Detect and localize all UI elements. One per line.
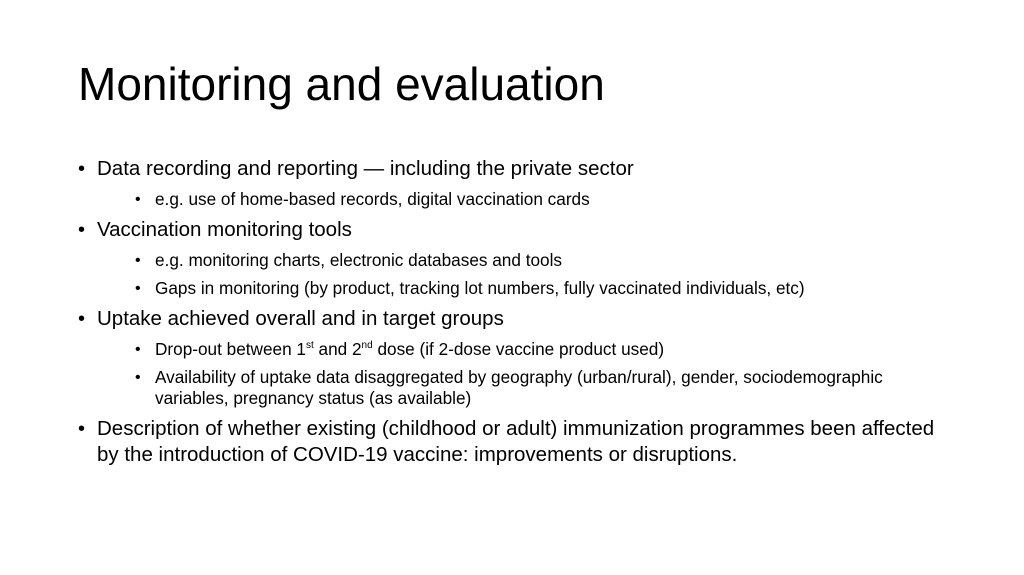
text-run: dose (if 2-dose vaccine product used) (372, 339, 665, 359)
bullet-icon: • (78, 219, 86, 241)
bullet-icon: • (135, 341, 141, 358)
sub-bullet-item (135, 367, 958, 409)
ordinal-suffix: st (305, 340, 314, 351)
bullet-text: Vaccination monitoring tools (97, 218, 352, 241)
bullet-text: Data recording and reporting — including the private sector (97, 157, 634, 180)
bullet-text: Uptake achieved overall and in target groups (97, 307, 504, 330)
bullet-item-uptake (78, 306, 958, 332)
bullet-item-description (78, 416, 958, 468)
text-run: and 2 (313, 339, 362, 359)
slide-title: Monitoring and evaluation (78, 58, 605, 110)
bullet-icon: • (78, 418, 86, 440)
sub-bullet-item (135, 189, 958, 210)
text-run: Drop-out between 1 (155, 339, 306, 359)
sub-bullet-item (135, 250, 958, 271)
ordinal-suffix: nd (361, 340, 373, 351)
bullet-icon: • (78, 308, 86, 330)
sub-bullet-text: Availability of uptake data disaggregated by geography (urban/rural), gender, sociodemographic variables, pregnancy status (as available) (155, 367, 883, 408)
slide-body (78, 156, 958, 468)
bullet-item-data-recording (78, 156, 958, 182)
bullet-text: Description of whether existing (childhood or adult) immunization programmes been affected by the introduction of COVID-19 vaccine: improvements or disruptions. (97, 417, 935, 466)
sub-bullet-item (135, 278, 958, 299)
sub-bullet-text: e.g. monitoring charts, electronic databases and tools (155, 250, 563, 270)
sub-bullet-text: Gaps in monitoring (by product, tracking lot numbers, fully vaccinated individuals, etc) (155, 278, 805, 298)
bullet-icon: • (135, 369, 141, 386)
bullet-icon: • (135, 252, 141, 269)
bullet-icon: • (78, 158, 86, 180)
sub-bullet-text: e.g. use of home-based records, digital vaccination cards (155, 189, 590, 209)
bullet-item-monitoring-tools (78, 217, 958, 243)
sub-bullet-text (155, 339, 664, 359)
bullet-icon: • (135, 280, 141, 297)
sub-bullet-item (135, 339, 958, 360)
bullet-icon: • (135, 191, 141, 208)
